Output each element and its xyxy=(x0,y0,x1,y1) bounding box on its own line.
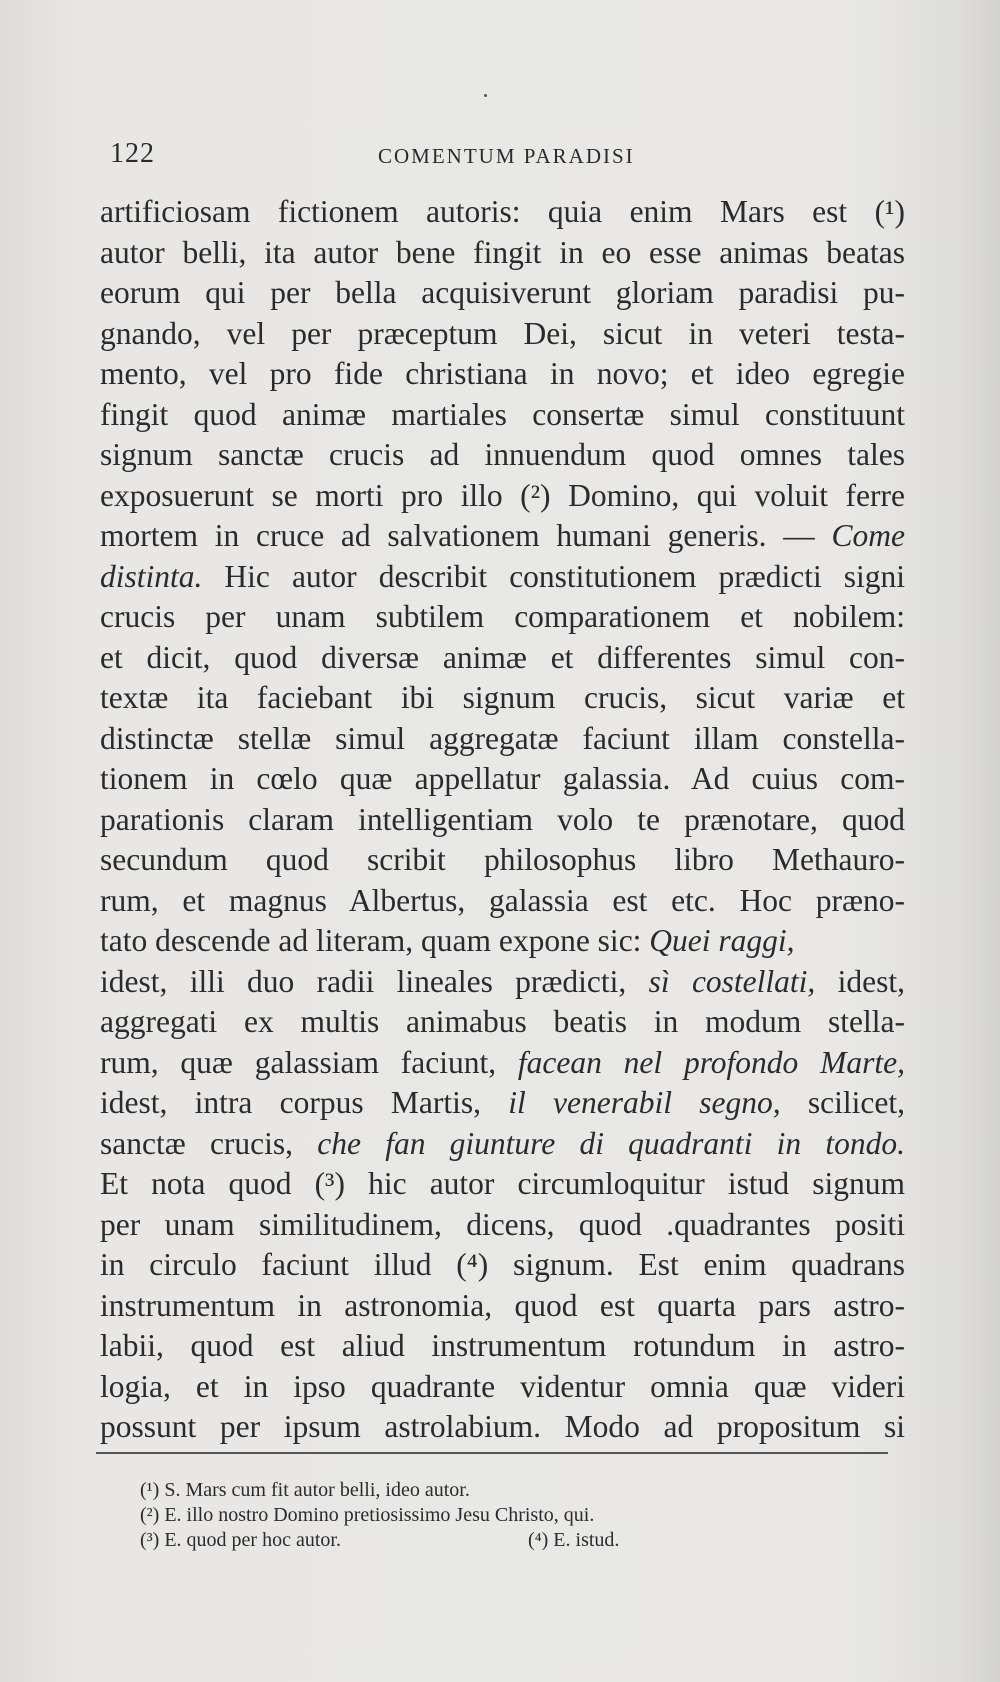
text-segment: mento, vel pro fide christiana in novo; et ideo egregie xyxy=(100,356,905,391)
text-segment: sanctæ crucis, xyxy=(100,1125,318,1161)
text-line xyxy=(100,516,905,557)
text-line xyxy=(100,476,905,517)
text-line xyxy=(100,881,905,922)
text-segment: autor belli, ita autor bene fingit in eo esse animas beatas xyxy=(100,234,905,270)
footnote-separator-rule xyxy=(96,1452,888,1454)
footnote-row xyxy=(140,1528,840,1553)
text-line xyxy=(100,1245,905,1286)
text-line xyxy=(100,314,905,355)
italic-quotation: Come xyxy=(831,518,905,553)
text-segment: possunt per ipsum astrolabium. Modo ad propositum si xyxy=(100,1409,905,1444)
text-segment: parationis claram intelligentiam volo te prænotare, quod xyxy=(100,801,905,837)
text-segment: rum, quæ galassiam faciunt, xyxy=(100,1044,518,1080)
text-line xyxy=(100,1083,905,1124)
text-line xyxy=(100,192,905,233)
text-segment: Et nota quod (³) hic autor circumloquitur istud signum xyxy=(100,1166,905,1201)
text-line xyxy=(100,1286,905,1327)
text-segment: distinctæ stellæ simul aggregatæ faciunt illam constella- xyxy=(100,720,905,756)
text-segment: secundum quod scribit philosophus libro Methauro- xyxy=(100,842,905,877)
text-line xyxy=(100,1367,905,1408)
text-segment: textæ ita faciebant ibi signum crucis, sicut variæ et xyxy=(100,680,905,715)
text-segment: eorum qui per bella acquisiverunt gloriam paradisi pu- xyxy=(100,275,905,310)
text-segment: idest, illi duo radii lineales prædicti, xyxy=(100,963,649,999)
text-line xyxy=(100,800,905,841)
text-segment: idest, intra corpus Martis, xyxy=(100,1085,509,1120)
text-segment: logia, et in ipso quadrante videntur omnia quæ videri xyxy=(100,1368,905,1404)
text-line xyxy=(100,719,905,760)
italic-quotation: che fan giunture di quadranti in tondo. xyxy=(317,1125,905,1161)
text-line xyxy=(100,759,905,800)
commentary-text xyxy=(100,192,905,1448)
footnote-4: (⁴) E. istud. xyxy=(528,1529,620,1551)
text-line xyxy=(100,395,905,436)
footnote-1: (¹) S. Mars cum fit autor belli, ideo autor. xyxy=(140,1479,470,1501)
print-speck xyxy=(484,94,487,97)
text-line xyxy=(100,638,905,679)
text-line xyxy=(100,1124,905,1165)
text-segment: tionem in cœlo quæ appellatur galassia. Ad cuius com- xyxy=(100,761,905,796)
text-segment: et dicit, quod diversæ animæ et differentes simul con- xyxy=(100,639,905,675)
text-segment: aggregati ex multis animabus beatis in modum stella- xyxy=(100,1004,905,1039)
footnotes xyxy=(140,1478,840,1553)
text-segment: instrumentum in astronomia, quod est quarta pars astro- xyxy=(100,1287,905,1323)
italic-quotation: distinta. xyxy=(100,558,203,594)
text-line xyxy=(100,1407,905,1448)
text-line xyxy=(100,962,905,1003)
footnote-row xyxy=(140,1503,840,1528)
text-line xyxy=(100,233,905,274)
italic-quotation: il venerabil segno, xyxy=(508,1085,781,1120)
text-segment: signum sanctæ crucis ad innuendum quod omnes tales xyxy=(100,437,905,472)
text-segment: in circulo faciunt illud (⁴) signum. Est enim quadrans xyxy=(100,1247,905,1282)
text-line xyxy=(100,354,905,395)
text-segment: per unam similitudinem, dicens, quod .quadrantes positi xyxy=(100,1206,905,1242)
text-segment: scilicet, xyxy=(780,1085,905,1120)
text-line xyxy=(100,1205,905,1246)
text-segment: Hic autor describit constitutionem prædicti signi xyxy=(202,558,905,594)
text-line xyxy=(100,921,905,962)
running-head: COMENTUM PARADISI xyxy=(378,144,635,168)
text-line xyxy=(100,273,905,314)
text-segment: crucis per unam subtilem comparationem et nobilem: xyxy=(100,599,905,634)
text-segment: exposuerunt se morti pro illo (²) Domino, qui voluit ferre xyxy=(100,477,905,513)
footnote-2: (²) E. illo nostro Domino pretiosissimo Jesu Christo, qui. xyxy=(140,1504,595,1526)
italic-quotation: Quei raggi, xyxy=(649,923,795,958)
footnote-3: (³) E. quod per hoc autor. xyxy=(140,1529,341,1551)
text-line xyxy=(100,1164,905,1205)
page-header xyxy=(110,138,890,178)
text-line xyxy=(100,597,905,638)
italic-quotation: sì costellati, xyxy=(648,963,816,999)
text-segment: fingit quod animæ martiales consertæ simul constituunt xyxy=(100,396,905,432)
text-line xyxy=(100,1002,905,1043)
text-segment: artificiosam fictionem autoris: quia enim Mars est (¹) xyxy=(100,194,905,229)
italic-quotation: facean nel profondo Marte, xyxy=(517,1044,905,1080)
text-segment: rum, et magnus Albertus, galassia est etc. Hoc præno- xyxy=(100,882,905,918)
text-line xyxy=(100,840,905,881)
page-number: 122 xyxy=(110,138,155,169)
text-line xyxy=(100,1043,905,1084)
text-line xyxy=(100,678,905,719)
text-segment: mortem in cruce ad salvationem humani generis. — xyxy=(100,518,832,553)
text-segment: tato descende ad literam, quam expone sic: xyxy=(100,923,650,958)
text-segment: gnando, vel per præceptum Dei, sicut in veteri testa- xyxy=(100,315,905,351)
text-line xyxy=(100,435,905,476)
text-segment: idest, xyxy=(815,963,905,999)
text-line xyxy=(100,557,905,598)
footnote-row xyxy=(140,1478,840,1503)
text-segment: labii, quod est aliud instrumentum rotundum in astro- xyxy=(100,1328,905,1363)
text-line xyxy=(100,1326,905,1367)
